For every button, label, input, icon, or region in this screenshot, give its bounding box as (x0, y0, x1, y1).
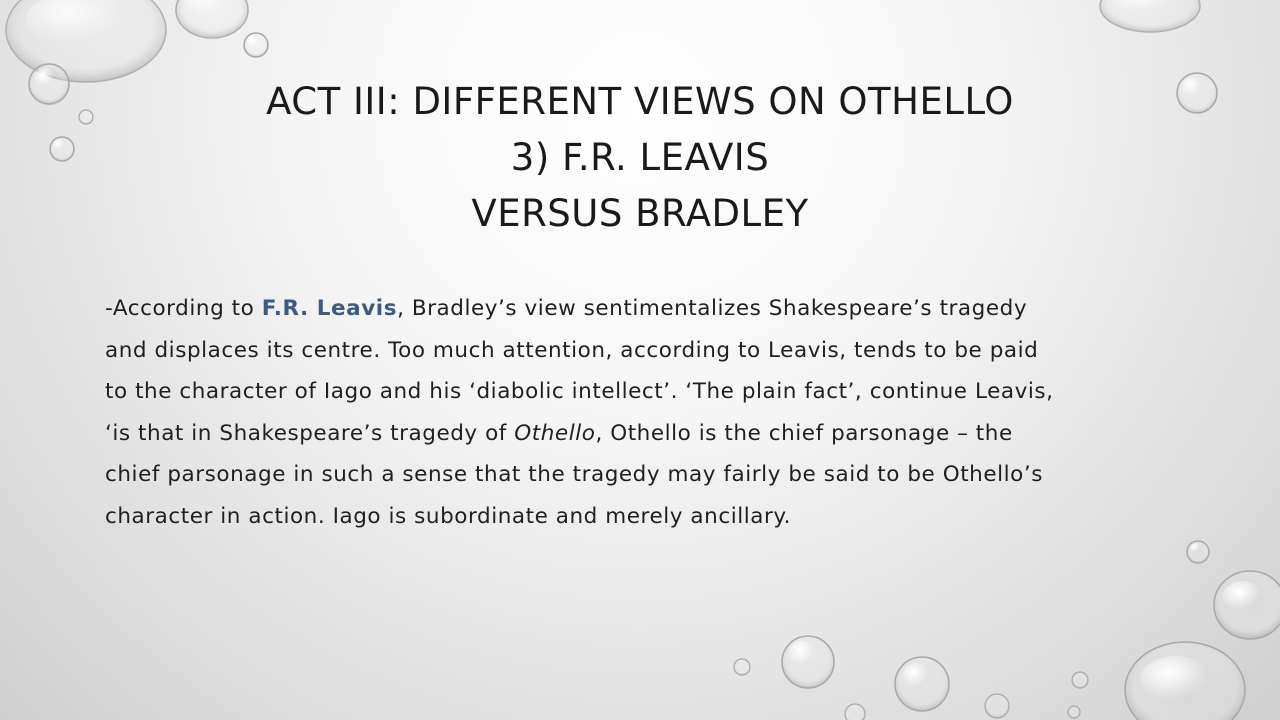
drop (29, 64, 69, 104)
slide-title (140, 74, 1140, 242)
title-line: ACT III: DIFFERENT VIEWS ON OTHELLO (266, 80, 1014, 123)
drop (176, 0, 248, 38)
drop (1214, 571, 1280, 639)
drop (734, 659, 750, 675)
body-line: character in action. Iago is subordinate and merely ancillary. (105, 503, 791, 529)
drop (1072, 672, 1088, 688)
drop (50, 137, 74, 161)
drop (845, 704, 865, 720)
drop (244, 33, 268, 57)
drop (895, 657, 949, 711)
body-line (105, 413, 1185, 455)
body-line: to the character of Iago and his ‘diabolic intellect’. ‘The plain fact’, continue Leavis, (105, 379, 1054, 404)
highlighted-name: F.R. Leavis (261, 296, 398, 321)
body-line: and displaces its centre. Too much attention, according to Leavis, tends to be paid (105, 337, 1039, 363)
slide-body-text (105, 288, 1185, 537)
drop (1068, 706, 1080, 718)
title-line: VERSUS BRADLEY (471, 192, 809, 235)
drop (1100, 0, 1200, 32)
drop (1187, 541, 1209, 563)
body-text: , Bradley’s view sentimentalizes Shakespeare’s tragedy (397, 296, 1028, 321)
body-line: chief parsonage in such a sense that the tragedy may fairly be said to be Othello’s (105, 462, 1044, 487)
body-line (105, 288, 1185, 330)
italic-title: Othello (514, 420, 596, 446)
body-text: ‘is that in Shakespeare’s tragedy of (105, 420, 515, 446)
drop (6, 0, 166, 82)
drop (985, 694, 1009, 718)
drop (1177, 73, 1217, 113)
drop (1125, 642, 1245, 720)
drop (79, 110, 93, 124)
drop (782, 636, 834, 688)
body-text: , Othello is the chief parsonage – the (595, 420, 1013, 446)
title-line: 3) F.R. LEAVIS (510, 136, 770, 179)
body-lead: -According to (105, 296, 262, 321)
